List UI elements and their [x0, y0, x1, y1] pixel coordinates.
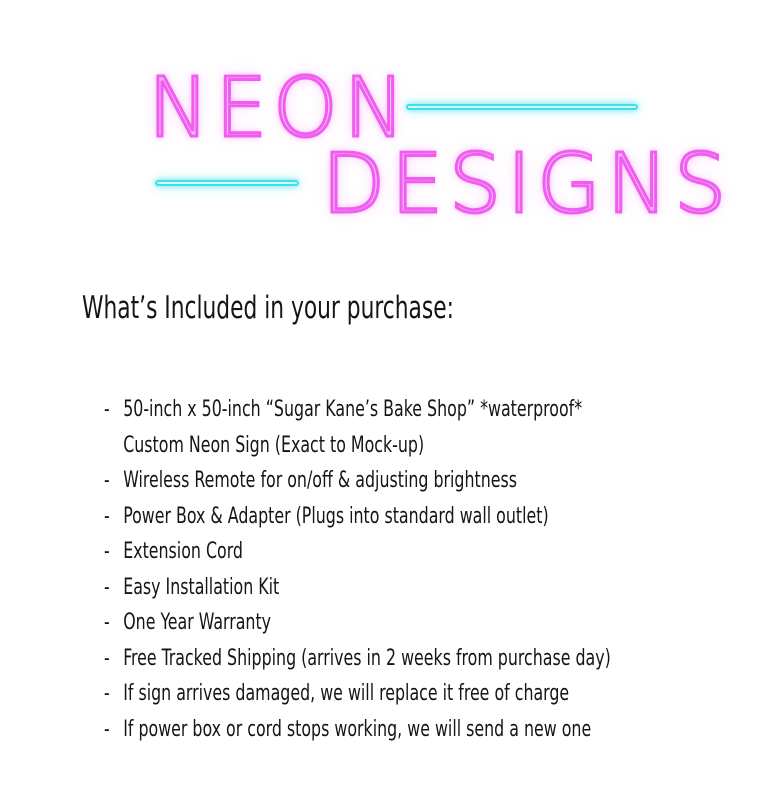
list-item: [104, 463, 731, 499]
bullet-dash: -: [104, 681, 110, 706]
bullet-dash: -: [104, 503, 110, 529]
list-item: [104, 712, 731, 748]
bullet-dash: -: [104, 716, 110, 742]
logo-word-designs: DESIGNS: [322, 137, 733, 232]
neon-accent-line-top: [406, 104, 638, 110]
item-text: If power box or cord stops working, we will send a new one: [123, 716, 592, 742]
included-items-list: [104, 392, 744, 747]
list-item: [104, 676, 731, 712]
included-heading: What’s Included in your purchase:: [82, 290, 454, 326]
list-item: [104, 534, 731, 570]
bullet-dash: -: [104, 397, 110, 422]
item-text: If sign arrives damaged, we will replace it free of charge: [123, 681, 570, 706]
list-item: [104, 570, 731, 606]
item-text: Wireless Remote for on/off & adjusting brightness: [123, 468, 517, 493]
neon-accent-line-bottom: [155, 180, 299, 186]
bullet-dash: -: [104, 468, 110, 493]
item-text: Free Tracked Shipping (arrives in 2 weeks from purchase day): [123, 645, 611, 671]
item-text: 50-inch x 50-inch “Sugar Kane’s Bake Shop” *waterproof*: [123, 397, 583, 422]
list-item: [104, 499, 731, 535]
list-item: [104, 392, 731, 463]
bullet-dash: -: [104, 574, 110, 600]
item-text: One Year Warranty: [123, 610, 272, 635]
item-text: Easy Installation Kit: [123, 574, 280, 600]
bullet-dash: -: [104, 610, 110, 635]
neon-designs-logo: [0, 0, 760, 240]
logo-word-neon: NEON: [148, 61, 412, 156]
list-item: [104, 605, 731, 641]
item-text-continued: Custom Neon Sign (Exact to Mock-up): [123, 432, 425, 458]
item-text: Extension Cord: [123, 539, 243, 564]
bullet-dash: -: [104, 645, 110, 671]
bullet-dash: -: [104, 539, 110, 564]
list-item: [104, 641, 731, 677]
item-text: Power Box & Adapter (Plugs into standard wall outlet): [123, 503, 549, 529]
